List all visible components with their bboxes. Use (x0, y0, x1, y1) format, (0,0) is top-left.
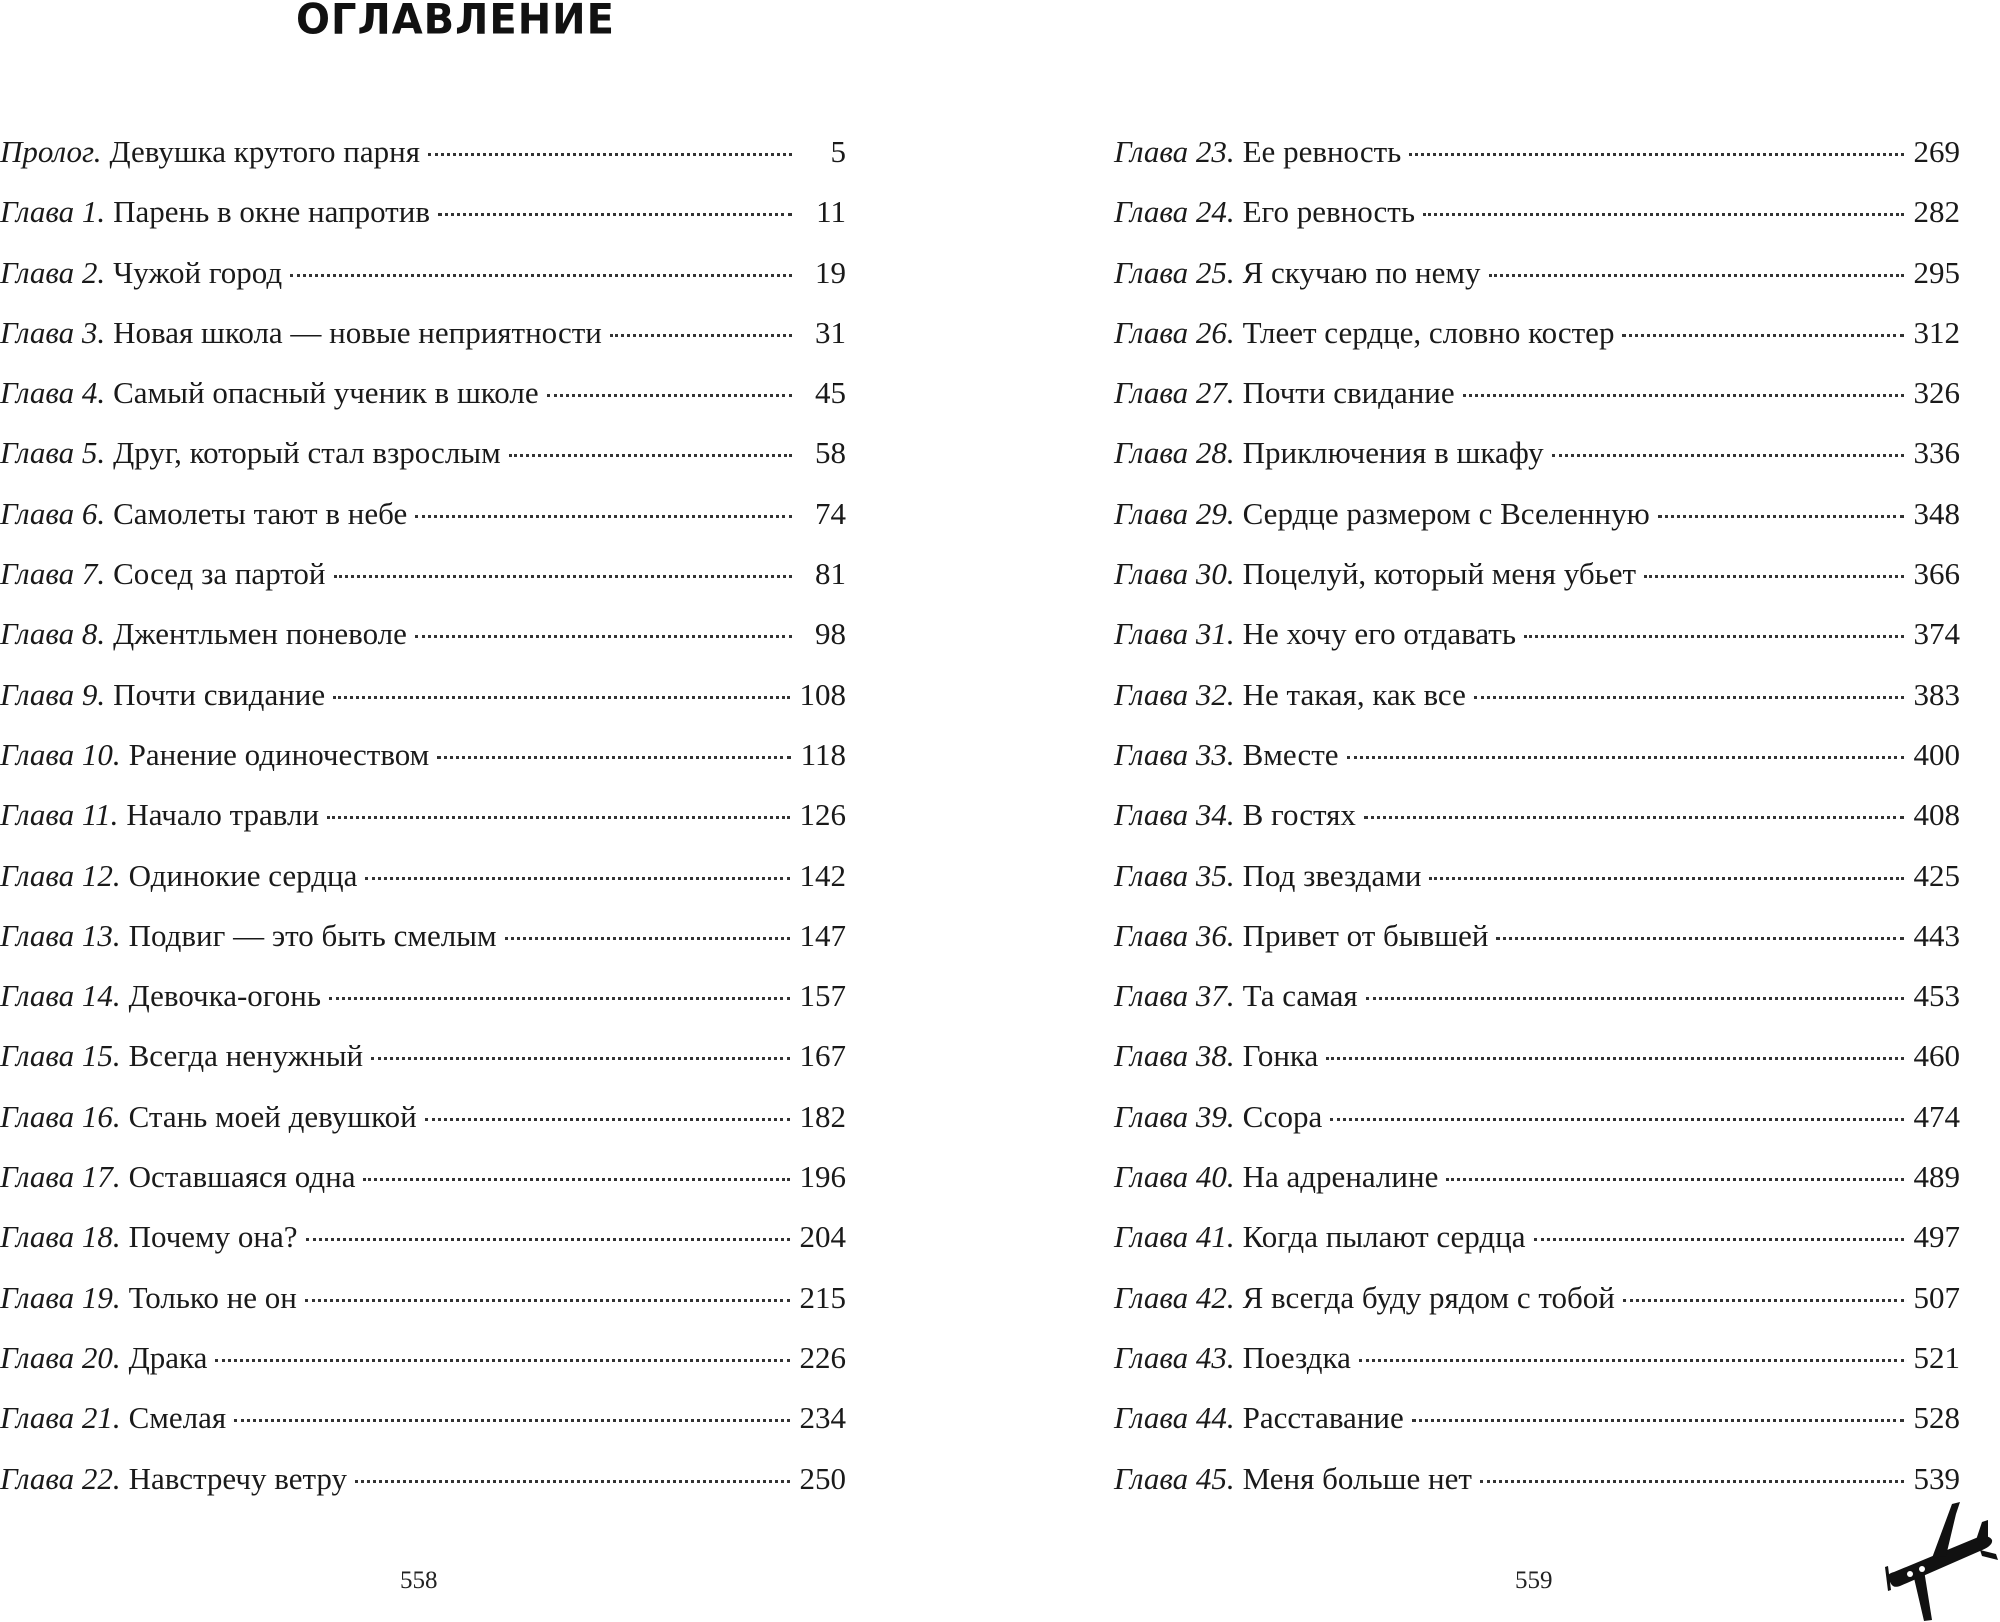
chapter-title: Начало травли (126, 797, 320, 833)
chapter-label: Глава 10. (0, 736, 121, 772)
dot-leader (1364, 816, 1904, 819)
toc-entry (0, 1278, 846, 1338)
dot-leader (1524, 635, 1904, 638)
toc-entry (0, 735, 846, 795)
dot-leader (1330, 1118, 1903, 1121)
toc-entry (1114, 1278, 1960, 1338)
chapter-label: Глава 4. (0, 375, 106, 411)
toc-entry (0, 132, 846, 192)
dot-leader (1496, 937, 1903, 940)
chapter-page-number: 45 (815, 375, 846, 411)
chapter-page-number: 250 (799, 1460, 846, 1496)
chapter-page-number: 98 (815, 616, 846, 652)
chapter-label: Глава 35. (1114, 857, 1235, 893)
chapter-label: Глава 26. (1114, 314, 1235, 350)
toc-entry (0, 1338, 846, 1398)
dot-leader (1429, 877, 1903, 880)
chapter-title: Ссора (1242, 1098, 1323, 1134)
toc-entry (1114, 554, 1960, 614)
chapter-title: Самолеты тают в небе (113, 495, 408, 531)
chapter-title: Почему она? (128, 1219, 298, 1255)
dot-leader (1534, 1238, 1904, 1241)
chapter-label: Глава 22. (0, 1460, 121, 1496)
dot-leader (1474, 696, 1904, 699)
dot-leader (363, 1178, 789, 1181)
page-number-left: 558 (400, 1567, 438, 1594)
toc-entry (0, 494, 846, 554)
chapter-page-number: 521 (1913, 1339, 1960, 1375)
chapter-label: Глава 40. (1114, 1159, 1235, 1195)
chapter-page-number: 204 (799, 1219, 846, 1255)
chapter-title: Приключения в шкафу (1242, 435, 1544, 471)
toc-entry (0, 675, 846, 735)
chapter-page-number: 474 (1913, 1098, 1960, 1134)
chapter-label: Глава 42. (1114, 1279, 1235, 1315)
chapter-label: Глава 29. (1114, 495, 1235, 531)
chapter-label: Глава 5. (0, 435, 106, 471)
chapter-page-number: 507 (1913, 1279, 1960, 1315)
dot-leader (1359, 1359, 1904, 1362)
chapter-page-number: 58 (815, 435, 846, 471)
chapter-title: В гостях (1242, 797, 1356, 833)
chapter-label: Глава 9. (0, 676, 106, 712)
dot-leader (1658, 515, 1904, 518)
dot-leader (1622, 334, 1903, 337)
chapter-page-number: 147 (799, 917, 846, 953)
dot-leader (1489, 274, 1904, 277)
chapter-title: Подвиг — это быть смелым (128, 917, 497, 953)
dot-leader (234, 1419, 789, 1422)
toc-entry (0, 1459, 846, 1519)
toc-entry (0, 313, 846, 373)
dot-leader (290, 274, 792, 277)
toc-entry (1114, 1097, 1960, 1157)
chapter-title: Почти свидание (1242, 375, 1455, 411)
chapter-title: Поездка (1242, 1339, 1351, 1375)
chapter-label: Глава 37. (1114, 978, 1235, 1014)
chapter-label: Глава 17. (0, 1159, 121, 1195)
toc-entry (0, 916, 846, 976)
chapter-title: Поцелуй, который меня убьет (1242, 556, 1637, 592)
chapter-label: Глава 23. (1114, 134, 1235, 169)
chapter-label: Глава 32. (1114, 676, 1235, 712)
chapter-title: Не такая, как все (1242, 676, 1466, 712)
chapter-page-number: 348 (1913, 495, 1960, 531)
chapter-page-number: 215 (799, 1279, 846, 1315)
dot-leader (1326, 1057, 1903, 1060)
chapter-title: Стань моей девушкой (128, 1098, 417, 1134)
toc-entry (0, 1097, 846, 1157)
toc-entry (1114, 675, 1960, 735)
chapter-title: Тлеет сердце, словно костер (1242, 314, 1615, 350)
chapter-title: Навстречу ветру (128, 1460, 347, 1496)
dot-leader (509, 454, 792, 457)
dot-leader (1409, 153, 1903, 156)
chapter-page-number: 126 (799, 797, 846, 833)
chapter-page-number: 489 (1913, 1159, 1960, 1195)
chapter-label: Глава 41. (1114, 1219, 1235, 1255)
toc-entry (1114, 253, 1960, 313)
toc-entry (1114, 1217, 1960, 1277)
chapter-title: Сосед за партой (113, 556, 326, 592)
chapter-page-number: 443 (1913, 917, 1960, 953)
chapter-title: Привет от бывшей (1242, 917, 1489, 953)
chapter-label: Глава 25. (1114, 254, 1235, 290)
chapter-title: Расставание (1242, 1400, 1404, 1436)
dot-leader (610, 334, 792, 337)
chapter-title: Сердце размером с Вселенную (1242, 495, 1650, 531)
chapter-label: Глава 21. (0, 1400, 121, 1436)
toc-entry (1114, 916, 1960, 976)
dot-leader (1366, 997, 1904, 1000)
chapter-title: Драка (128, 1339, 208, 1375)
chapter-page-number: 182 (799, 1098, 846, 1134)
chapter-title: Почти свидание (113, 676, 326, 712)
toc-entry (1114, 1338, 1960, 1398)
chapter-title: Девочка-огонь (128, 978, 321, 1014)
chapter-label: Глава 6. (0, 495, 106, 531)
dot-leader (1480, 1480, 1904, 1483)
toc-entry (1114, 433, 1960, 493)
chapter-label: Глава 11. (0, 797, 119, 833)
chapter-page-number: 74 (815, 495, 846, 531)
toc-entry (1114, 192, 1960, 252)
toc-entry (0, 795, 846, 855)
chapter-label: Глава 45. (1114, 1460, 1235, 1496)
chapter-title: Я скучаю по нему (1242, 254, 1481, 290)
dot-leader (1552, 454, 1904, 457)
chapter-title: Джентльмен поневоле (113, 616, 407, 652)
chapter-title: Ее ревность (1242, 134, 1402, 169)
toc-entry (1114, 1157, 1960, 1217)
toc-entry (0, 192, 846, 252)
chapter-title: Новая школа — новые неприятности (113, 314, 602, 350)
toc-entry (1114, 1036, 1960, 1096)
chapter-page-number: 19 (815, 254, 846, 290)
airplane-icon (1880, 1500, 2000, 1622)
chapter-title: Смелая (128, 1400, 227, 1436)
dot-leader (415, 635, 792, 638)
chapter-page-number: 460 (1913, 1038, 1960, 1074)
dot-leader (415, 515, 792, 518)
dot-leader (1463, 394, 1904, 397)
chapter-page-number: 81 (815, 556, 846, 592)
toc-entry (0, 253, 846, 313)
chapter-title: Меня больше нет (1242, 1460, 1472, 1496)
chapter-title: Когда пылают сердца (1242, 1219, 1526, 1255)
chapter-label: Глава 34. (1114, 797, 1235, 833)
chapter-label: Глава 8. (0, 616, 106, 652)
chapter-page-number: 167 (799, 1038, 846, 1074)
chapter-title: Одинокие сердца (128, 857, 358, 893)
toc-entry (1114, 1398, 1960, 1458)
chapter-label: Глава 43. (1114, 1339, 1235, 1375)
chapter-page-number: 282 (1913, 194, 1960, 230)
dot-leader (547, 394, 792, 397)
chapter-page-number: 528 (1913, 1400, 1960, 1436)
chapter-page-number: 374 (1913, 616, 1960, 652)
chapter-page-number: 453 (1913, 978, 1960, 1014)
dot-leader (305, 1299, 790, 1302)
chapter-label: Глава 15. (0, 1038, 121, 1074)
dot-leader (333, 696, 789, 699)
toc-entry (1114, 976, 1960, 1036)
chapter-title: Самый опасный ученик в школе (113, 375, 539, 411)
chapter-label: Глава 44. (1114, 1400, 1235, 1436)
chapter-page-number: 269 (1913, 134, 1960, 169)
chapter-label: Глава 1. (0, 194, 106, 230)
chapter-page-number: 326 (1913, 375, 1960, 411)
dot-leader (1347, 756, 1904, 759)
dot-leader (428, 153, 792, 156)
chapter-title: Ранение одиночеством (128, 736, 430, 772)
dot-leader (1644, 575, 1903, 578)
chapter-title: Друг, который стал взрослым (113, 435, 501, 471)
toc-entry (1114, 494, 1960, 554)
chapter-label: Глава 19. (0, 1279, 121, 1315)
chapter-title: Не хочу его отдавать (1242, 616, 1516, 652)
chapter-label: Глава 14. (0, 978, 121, 1014)
chapter-label: Глава 27. (1114, 375, 1235, 411)
chapter-label: Глава 31. (1114, 616, 1235, 652)
chapter-label: Глава 39. (1114, 1098, 1235, 1134)
dot-leader (371, 1057, 789, 1060)
toc-entry (1114, 313, 1960, 373)
page-number-right: 559 (1515, 1567, 1553, 1594)
chapter-label: Глава 16. (0, 1098, 121, 1134)
chapter-page-number: 196 (799, 1159, 846, 1195)
chapter-label: Глава 36. (1114, 917, 1235, 953)
chapter-title: Чужой город (113, 254, 283, 290)
toc-entry (0, 614, 846, 674)
chapter-title: Только не он (128, 1279, 297, 1315)
chapter-title: Я всегда буду рядом с тобой (1242, 1279, 1615, 1315)
chapter-title: Под звездами (1242, 857, 1422, 893)
chapter-page-number: 11 (816, 194, 846, 230)
chapter-page-number: 400 (1913, 736, 1960, 772)
chapter-page-number: 5 (830, 134, 846, 169)
toc-entry (1114, 735, 1960, 795)
toc-entry (0, 1036, 846, 1096)
chapter-label: Пролог. (0, 134, 102, 169)
dot-leader (505, 937, 790, 940)
chapter-label: Глава 33. (1114, 736, 1235, 772)
chapter-label: Глава 18. (0, 1219, 121, 1255)
toc-entry (0, 1217, 846, 1277)
chapter-title: Та самая (1242, 978, 1358, 1014)
toc-entry (0, 554, 846, 614)
toc-entry (1114, 856, 1960, 916)
chapter-title: Оставшаяся одна (128, 1159, 356, 1195)
toc-entry (1114, 132, 1960, 192)
chapter-page-number: 408 (1913, 797, 1960, 833)
chapter-title: Вместе (1242, 736, 1339, 772)
toc-right-column (1114, 132, 1960, 1519)
toc-entry (0, 373, 846, 433)
page-title: ОГЛАВЛЕНИЕ (296, 0, 615, 45)
chapter-label: Глава 24. (1114, 194, 1235, 230)
toc-entry (0, 976, 846, 1036)
chapter-page-number: 312 (1913, 314, 1960, 350)
chapter-page-number: 226 (799, 1339, 846, 1375)
chapter-page-number: 497 (1913, 1219, 1960, 1255)
chapter-page-number: 118 (800, 736, 846, 772)
chapter-title: Парень в окне напротив (113, 194, 430, 230)
dot-leader (306, 1238, 790, 1241)
toc-entry (0, 1398, 846, 1458)
dot-leader (329, 997, 790, 1000)
dot-leader (327, 816, 789, 819)
toc-entry (0, 433, 846, 493)
dot-leader (1423, 213, 1904, 216)
toc-entry (0, 856, 846, 916)
chapter-label: Глава 38. (1114, 1038, 1235, 1074)
chapter-page-number: 383 (1913, 676, 1960, 712)
dot-leader (1623, 1299, 1904, 1302)
chapter-page-number: 295 (1913, 254, 1960, 290)
dot-leader (437, 756, 790, 759)
chapter-page-number: 336 (1913, 435, 1960, 471)
toc-entry (1114, 795, 1960, 855)
dot-leader (215, 1359, 789, 1362)
toc-entry (1114, 614, 1960, 674)
chapter-title: Девушка крутого парня (109, 134, 420, 169)
dot-leader (355, 1480, 790, 1483)
chapter-page-number: 366 (1913, 556, 1960, 592)
chapter-label: Глава 2. (0, 254, 106, 290)
chapter-page-number: 142 (799, 857, 846, 893)
chapter-label: Глава 7. (0, 556, 106, 592)
chapter-page-number: 108 (799, 676, 846, 712)
dot-leader (365, 877, 789, 880)
chapter-title: Всегда ненужный (128, 1038, 364, 1074)
chapter-label: Глава 13. (0, 917, 121, 953)
dot-leader (1446, 1178, 1903, 1181)
chapter-page-number: 157 (799, 978, 846, 1014)
chapter-label: Глава 3. (0, 314, 106, 350)
chapter-title: Его ревность (1242, 194, 1415, 230)
dot-leader (425, 1118, 790, 1121)
chapter-page-number: 31 (815, 314, 846, 350)
chapter-page-number: 425 (1913, 857, 1960, 893)
chapter-page-number: 234 (799, 1400, 846, 1436)
toc-entry (0, 1157, 846, 1217)
chapter-page-number: 539 (1913, 1460, 1960, 1496)
chapter-title: На адреналине (1242, 1159, 1439, 1195)
toc-left-column (0, 132, 846, 1519)
chapter-title: Гонка (1242, 1038, 1319, 1074)
chapter-label: Глава 20. (0, 1339, 121, 1375)
chapter-label: Глава 12. (0, 857, 121, 893)
toc-entry (1114, 373, 1960, 433)
dot-leader (334, 575, 792, 578)
chapter-label: Глава 30. (1114, 556, 1235, 592)
dot-leader (438, 213, 792, 216)
toc-entry (1114, 1459, 1960, 1519)
dot-leader (1412, 1419, 1904, 1422)
chapter-label: Глава 28. (1114, 435, 1235, 471)
